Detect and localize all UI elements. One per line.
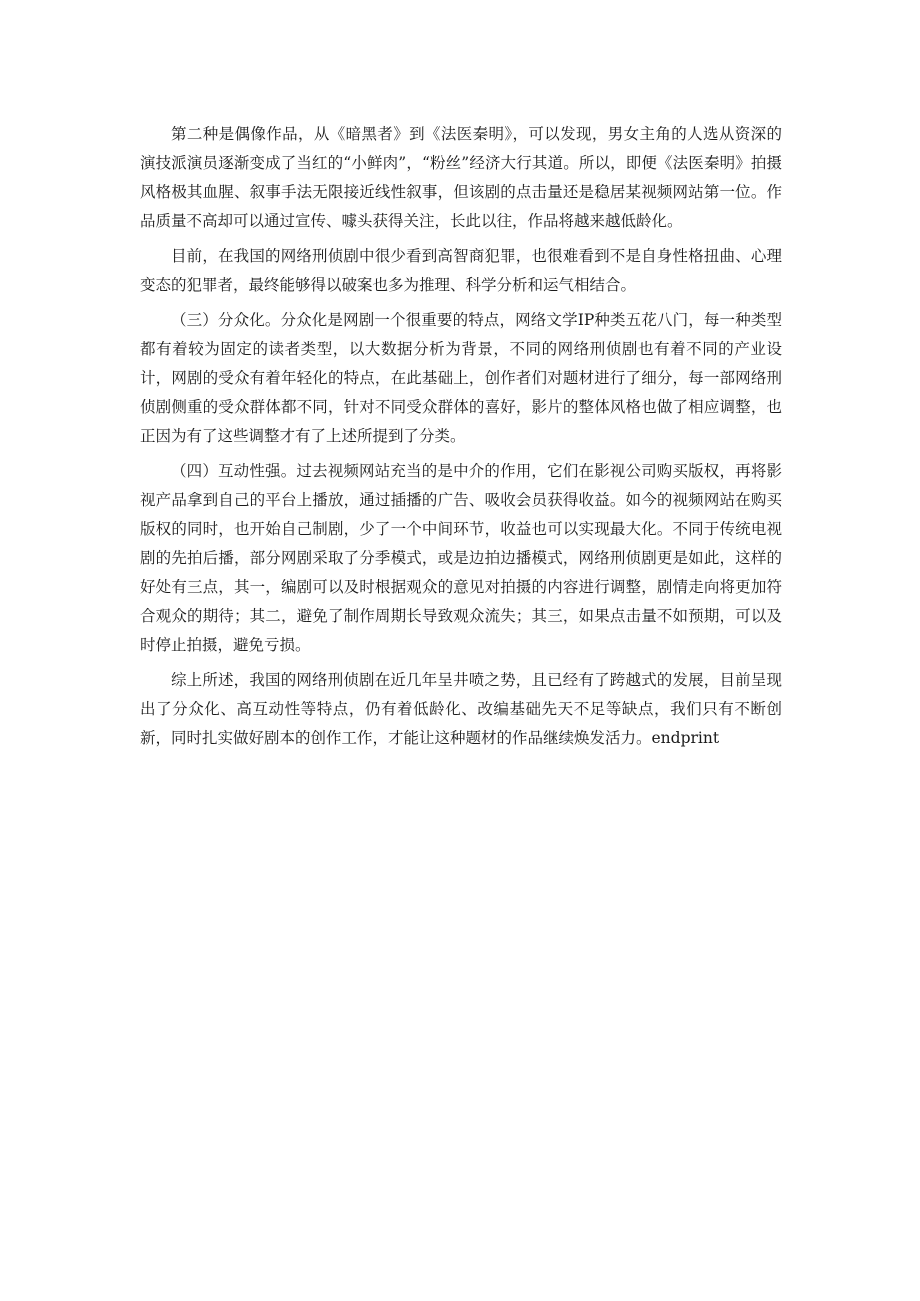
document-body [140, 120, 782, 759]
paragraph-interactivity: （四）互动性强。过去视频网站充当的是中介的作用，它们在影视公司购买版权，再将影视产品拿到自己的平台上播放，通过插播的广告、吸收会员获得收益。如今的视频网站在购买版权的同时，也开始自己制剧，少了一个中间环节，收益也可以实现最大化。不同于传统电视剧的先拍后播，部分网剧采取了分季模式，或是边拍边播模式，网络刑侦剧更是如此，这样的好处有三点，其一，编剧可以及时根据观众的意见对拍摄的内容进行调整，剧情走向将更加符合观众的期待；其二，避免了制作周期长导致观众流失；其三，如果点击量不如预期，可以及时停止拍摄，避免亏损。 [140, 462, 782, 654]
paragraph-idol-works: 第二种是偶像作品，从《暗黑者》到《法医秦明》，可以发现，男女主角的人选从资深的演技派演员逐渐变成了当红的“小鲜肉”，“粉丝”经济大行其道。所以，即便《法医秦明》拍摄风格极其血腥、叙事手法无限接近线性叙事，但该剧的点击量还是稳居某视频网站第一位。作品质量不高却可以通过宣传、噱头获得关注，长此以往，作品将越来越低龄化。 [140, 125, 782, 230]
paragraph-segmentation: （三）分众化。分众化是网剧一个很重要的特点，网络文学IP种类五花八门，每一种类型都有着较为固定的读者类型，以大数据分析为背景，不同的网络刑侦剧也有着不同的产业设计，网剧的受众有着年轻化的特点，在此基础上，创作者们对题材进行了细分，每一部网络刑侦剧侧重的受众群体都不同，针对不同受众群体的喜好，影片的整体风格也做了相应调整，也正因为有了这些调整才有了上述所提到了分类。 [140, 311, 782, 445]
paragraph-conclusion: 综上所述，我国的网络刑侦剧在近几年呈井喷之势，且已经有了跨越式的发展，目前呈现出了分众化、高互动性等特点，仍有着低龄化、改编基础先天不足等缺点，我们只有不断创新，同时扎实做好剧本的创作工作，才能让这种题材的作品继续焕发活力。endprint [140, 671, 782, 747]
paragraph-crime-types: 目前，在我国的网络刑侦剧中很少看到高智商犯罪，也很难看到不是自身性格扭曲、心理变态的犯罪者，最终能够得以破案也多为推理、科学分析和运气相结合。 [140, 247, 782, 294]
